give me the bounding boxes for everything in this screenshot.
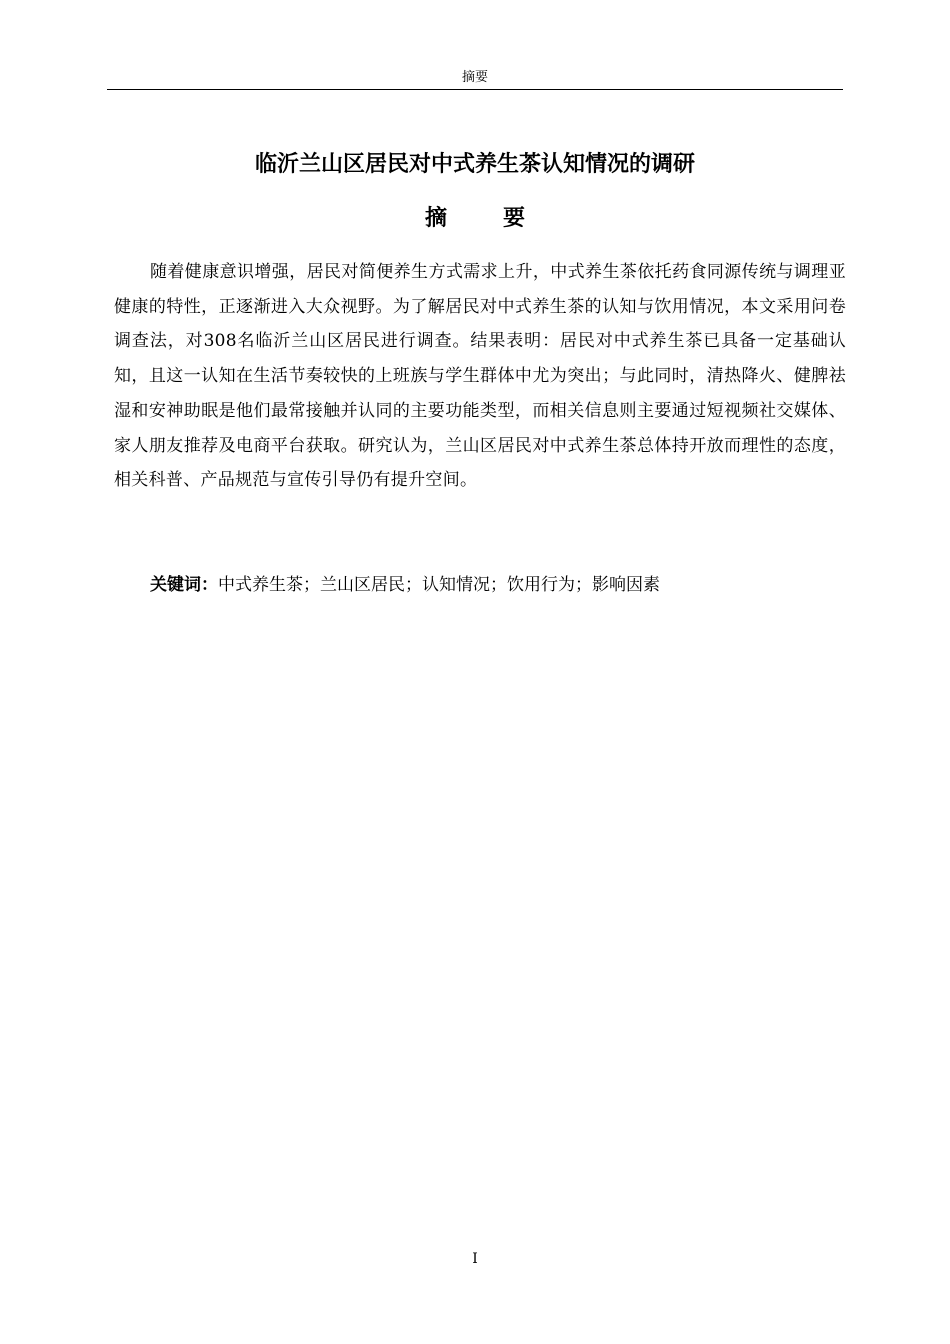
page-number: I: [472, 1251, 478, 1267]
abstract-paragraph: 随着健康意识增强，居民对简便养生方式需求上升，中式养生茶依托药食同源传统与调理亚健康的特性，正逐渐进入大众视野。为了解居民对中式养生茶的认知与饮用情况，本文采用问卷调查法，对308名临沂兰山区居民进行调查。结果表明：居民对中式养生茶已具备一定基础认知，且这一认知在生活节奏较快的上班族与学生群体中尤为突出；与此同时，清热降火、健脾祛湿和安神助眠是他们最常接触并认同的主要功能类型，而相关信息则主要通过短视频社交媒体、家人朋友推荐及电商平台获取。研究认为，兰山区居民对中式养生茶总体持开放而理性的态度，相关科普、产品规范与宣传引导仍有提升空间。: [114, 262, 846, 491]
keywords-line: [150, 568, 840, 602]
abstract-heading: 摘要: [424, 206, 581, 231]
document-title: 临沂兰山区居民对中式养生茶认知情况的调研: [254, 152, 695, 177]
header-rule: [107, 89, 843, 90]
running-header: 摘要: [461, 70, 488, 85]
keywords-label: 关键词：: [150, 575, 218, 595]
keywords-text: 中式养生茶；兰山区居民；认知情况；饮用行为；影响因素: [218, 575, 660, 595]
